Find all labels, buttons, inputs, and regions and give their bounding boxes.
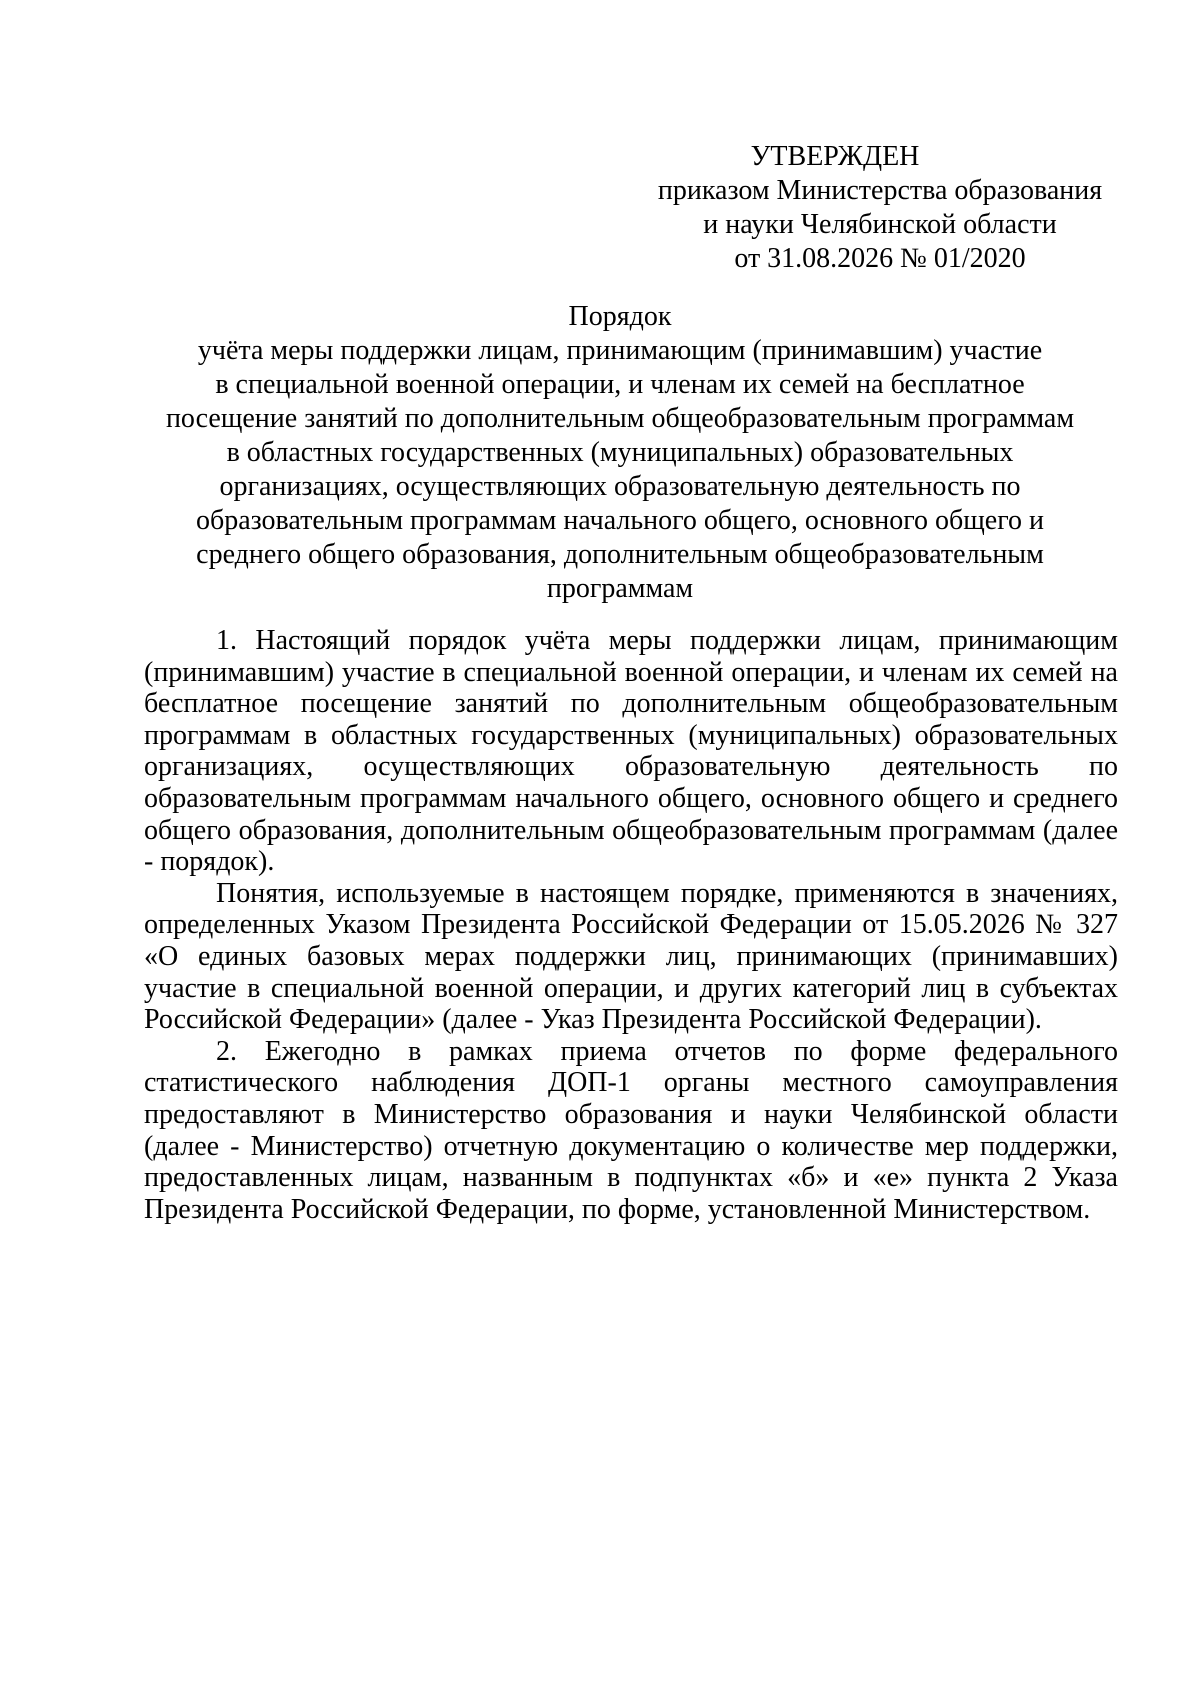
title-line: посещение занятий по дополнительным общеобразовательным программам xyxy=(165,403,1075,434)
document-body xyxy=(144,625,1118,1225)
title-line: среднего общего образования, дополнительным общеобразовательным xyxy=(196,539,1044,570)
title-line: образовательным программам начального общего, основного общего и xyxy=(195,505,1045,536)
document-title xyxy=(150,300,1090,606)
approval-block xyxy=(640,140,1120,276)
approval-line: и науки Челябинской области xyxy=(703,209,1057,240)
paragraph-1: 1. Настоящий порядок учёта меры поддержки лицам, принимающим (принимавшим) участие в специальной военной операции, и членам их семей на бесплатное посещение занятий по дополнительным общеобразовательным программам в областных государственных (муниципальных) образовательных организациях, осуществляющих образовательную деятельность по образовательным программам начального общего, основного общего и среднего общего образования, дополнительным общеобразовательным программам (далее - порядок). xyxy=(144,625,1118,878)
paragraph-definitions: Понятия, используемые в настоящем порядке, применяются в значениях, определенных Указом Президента Российской Федерации от 15.05.2026 № 327 «О единых базовых мерах поддержки лиц, принимающих (принимавших) участие в специальной военной операции, и других категорий лиц в субъектах Российской Федерации» (далее - Указ Президента Российской Федерации). xyxy=(144,877,1118,1036)
approval-title: УТВЕРЖДЕН xyxy=(750,141,920,172)
title-line: в специальной военной операции, и членам их семей на бесплатное xyxy=(215,369,1025,400)
paragraph-2: 2. Ежегодно в рамках приема отчетов по форме федерального статистического наблюдения ДОП-1 органы местного самоуправления предоставляют в Министерство образования и науки Челябинской области (далее - Министерство) отчетную документацию о количестве мер поддержки, предоставленных лицам, названным в подпунктах «б» и «е» пункта 2 Указа Президента Российской Федерации, по форме, установленной Министерством. xyxy=(144,1035,1118,1225)
title-line: в областных государственных (муниципальных) образовательных xyxy=(226,437,1014,468)
title-word: Порядок xyxy=(568,301,672,332)
approval-line: приказом Министерства образования xyxy=(657,175,1103,206)
title-line: программам xyxy=(546,573,694,604)
title-line: учёта меры поддержки лицам, принимающим (принимавшим) участие xyxy=(197,335,1043,366)
approval-line: от 31.08.2026 № 01/2020 xyxy=(734,243,1026,274)
title-line: организациях, осуществляющих образовательную деятельность по xyxy=(219,471,1021,502)
